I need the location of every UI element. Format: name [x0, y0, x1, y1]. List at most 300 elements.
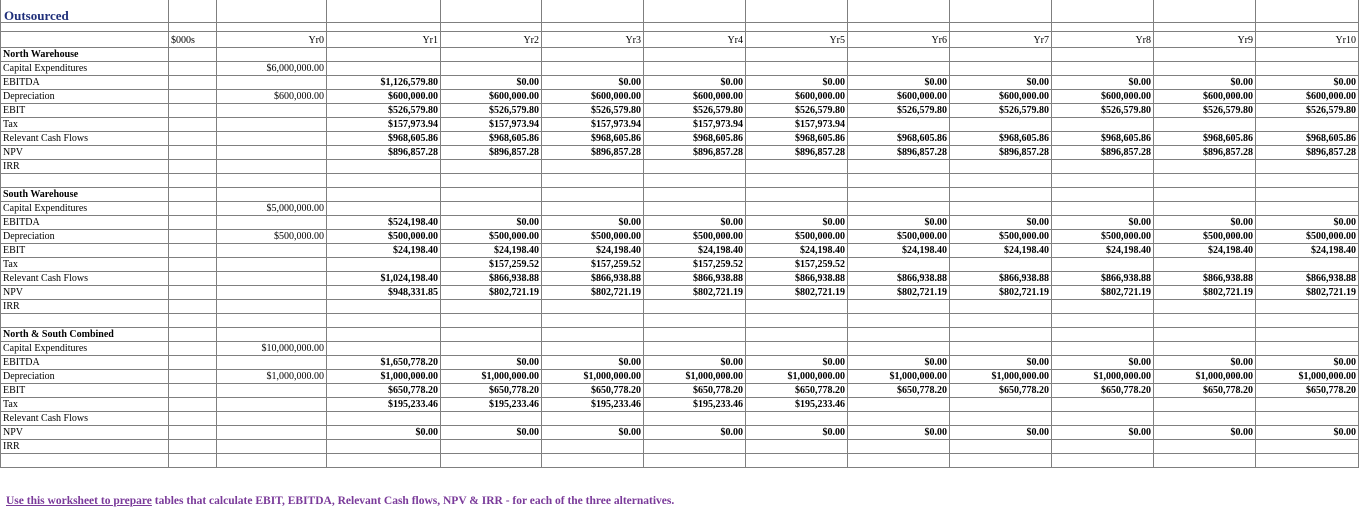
empty-cell[interactable]	[950, 412, 1052, 426]
empty-cell[interactable]	[542, 314, 644, 328]
empty-cell[interactable]	[217, 104, 327, 118]
label-cell[interactable]	[1, 174, 169, 188]
year-header[interactable]: Yr5	[746, 32, 848, 48]
empty-cell[interactable]	[746, 328, 848, 342]
value-cell[interactable]: $802,721.19	[1052, 286, 1154, 300]
value-cell[interactable]: $0.00	[644, 356, 746, 370]
empty-cell[interactable]	[1256, 202, 1359, 216]
value-cell[interactable]: $24,198.40	[441, 244, 542, 258]
empty-cell[interactable]	[327, 300, 441, 314]
year-header[interactable]: Yr0	[217, 32, 327, 48]
value-cell[interactable]: $0.00	[542, 426, 644, 440]
empty-cell[interactable]	[441, 412, 542, 426]
units-cell[interactable]	[169, 286, 217, 300]
empty-cell[interactable]	[327, 202, 441, 216]
empty-cell[interactable]	[1154, 454, 1256, 468]
empty-cell[interactable]	[644, 48, 746, 62]
empty-cell[interactable]	[441, 62, 542, 76]
value-cell[interactable]: $500,000.00	[644, 230, 746, 244]
row-label[interactable]: EBITDA	[1, 76, 169, 90]
value-cell[interactable]: $1,000,000.00	[1154, 370, 1256, 384]
empty-cell[interactable]	[644, 0, 746, 23]
value-cell[interactable]: $0.00	[1052, 76, 1154, 90]
value-cell[interactable]: $500,000.00	[950, 230, 1052, 244]
value-cell[interactable]: $1,024,198.40	[327, 272, 441, 286]
value-cell[interactable]: $896,857.28	[1256, 146, 1359, 160]
units-cell[interactable]	[169, 62, 217, 76]
empty-cell[interactable]	[1154, 62, 1256, 76]
empty-cell[interactable]	[644, 202, 746, 216]
empty-cell[interactable]	[746, 62, 848, 76]
empty-cell[interactable]	[746, 440, 848, 454]
empty-cell[interactable]	[1256, 258, 1359, 272]
row-label[interactable]: Tax	[1, 118, 169, 132]
units-cell[interactable]	[169, 342, 217, 356]
value-cell[interactable]: $1,000,000.00	[848, 370, 950, 384]
value-cell[interactable]: $0.00	[746, 76, 848, 90]
empty-cell[interactable]	[644, 300, 746, 314]
value-cell[interactable]: $600,000.00	[327, 90, 441, 104]
row-label[interactable]: Capital Expenditures	[1, 202, 169, 216]
empty-cell[interactable]	[1256, 188, 1359, 202]
value-cell[interactable]: $802,721.19	[1154, 286, 1256, 300]
value-cell[interactable]: $526,579.80	[542, 104, 644, 118]
empty-cell[interactable]	[950, 258, 1052, 272]
empty-cell[interactable]	[217, 440, 327, 454]
value-cell[interactable]: $500,000.00	[746, 230, 848, 244]
empty-cell[interactable]	[746, 412, 848, 426]
value-cell[interactable]: $1,000,000.00	[950, 370, 1052, 384]
value-cell[interactable]: $157,973.94	[327, 118, 441, 132]
units-cell[interactable]	[169, 440, 217, 454]
empty-cell[interactable]	[1154, 174, 1256, 188]
units-cell[interactable]	[169, 146, 217, 160]
empty-cell[interactable]	[746, 23, 848, 32]
value-cell[interactable]: $0.00	[542, 216, 644, 230]
units-label[interactable]: $000s	[169, 32, 217, 48]
empty-cell[interactable]	[644, 62, 746, 76]
empty-cell[interactable]	[1052, 174, 1154, 188]
label-cell[interactable]	[1, 454, 169, 468]
value-cell[interactable]: $0.00	[848, 356, 950, 370]
empty-cell[interactable]	[848, 440, 950, 454]
empty-cell[interactable]	[1052, 398, 1154, 412]
row-label[interactable]: EBIT	[1, 104, 169, 118]
empty-cell[interactable]	[746, 174, 848, 188]
empty-cell[interactable]	[1052, 62, 1154, 76]
row-label[interactable]: Capital Expenditures	[1, 62, 169, 76]
empty-cell[interactable]	[848, 188, 950, 202]
empty-cell[interactable]	[950, 160, 1052, 174]
value-cell[interactable]: $650,778.20	[950, 384, 1052, 398]
empty-cell[interactable]	[644, 174, 746, 188]
empty-cell[interactable]	[327, 342, 441, 356]
units-cell[interactable]	[169, 244, 217, 258]
value-cell[interactable]: $0.00	[1256, 356, 1359, 370]
value-cell[interactable]: $968,605.86	[1154, 132, 1256, 146]
value-cell[interactable]: $0.00	[542, 356, 644, 370]
empty-cell[interactable]	[1052, 202, 1154, 216]
value-cell[interactable]: $896,857.28	[746, 146, 848, 160]
value-cell[interactable]: $866,938.88	[1256, 272, 1359, 286]
empty-cell[interactable]	[441, 328, 542, 342]
value-cell[interactable]: $866,938.88	[848, 272, 950, 286]
empty-cell[interactable]	[848, 398, 950, 412]
section-title[interactable]: North & South Combined	[1, 328, 169, 342]
row-label[interactable]: Relevant Cash Flows	[1, 412, 169, 426]
empty-cell[interactable]	[950, 174, 1052, 188]
empty-cell[interactable]	[950, 118, 1052, 132]
row-label[interactable]: Depreciation	[1, 90, 169, 104]
value-cell[interactable]: $0.00	[1154, 356, 1256, 370]
value-cell[interactable]: $0.00	[644, 216, 746, 230]
value-cell[interactable]: $195,233.46	[746, 398, 848, 412]
value-cell[interactable]: $802,721.19	[644, 286, 746, 300]
value-cell[interactable]: $24,198.40	[848, 244, 950, 258]
empty-cell[interactable]	[217, 118, 327, 132]
value-cell[interactable]: $1,000,000.00	[1256, 370, 1359, 384]
value-cell[interactable]: $157,259.52	[542, 258, 644, 272]
value-cell[interactable]: $0.00	[848, 216, 950, 230]
value-cell[interactable]: $0.00	[950, 426, 1052, 440]
label-cell[interactable]	[1, 23, 169, 32]
value-cell[interactable]: $600,000.00	[217, 90, 327, 104]
empty-cell[interactable]	[217, 0, 327, 23]
value-cell[interactable]: $896,857.28	[542, 146, 644, 160]
empty-cell[interactable]	[1052, 328, 1154, 342]
empty-cell[interactable]	[1256, 300, 1359, 314]
header-label-cell[interactable]	[1, 32, 169, 48]
empty-cell[interactable]	[1256, 398, 1359, 412]
empty-cell[interactable]	[1052, 23, 1154, 32]
value-cell[interactable]: $157,973.94	[746, 118, 848, 132]
empty-cell[interactable]	[217, 23, 327, 32]
units-cell[interactable]	[169, 370, 217, 384]
empty-cell[interactable]	[644, 440, 746, 454]
sheet-title[interactable]: Outsourced	[1, 0, 169, 23]
value-cell[interactable]: $866,938.88	[746, 272, 848, 286]
empty-cell[interactable]	[1052, 118, 1154, 132]
value-cell[interactable]: $1,000,000.00	[327, 370, 441, 384]
empty-cell[interactable]	[1256, 440, 1359, 454]
empty-cell[interactable]	[169, 454, 217, 468]
value-cell[interactable]: $500,000.00	[1154, 230, 1256, 244]
row-label[interactable]: NPV	[1, 286, 169, 300]
empty-cell[interactable]	[327, 314, 441, 328]
value-cell[interactable]: $650,778.20	[1154, 384, 1256, 398]
empty-cell[interactable]	[217, 398, 327, 412]
value-cell[interactable]: $0.00	[542, 76, 644, 90]
empty-cell[interactable]	[746, 160, 848, 174]
units-cell[interactable]	[169, 202, 217, 216]
row-label[interactable]: Depreciation	[1, 230, 169, 244]
value-cell[interactable]: $600,000.00	[1256, 90, 1359, 104]
empty-cell[interactable]	[848, 0, 950, 23]
empty-cell[interactable]	[1052, 440, 1154, 454]
row-label[interactable]: Relevant Cash Flows	[1, 132, 169, 146]
value-cell[interactable]: $157,973.94	[441, 118, 542, 132]
value-cell[interactable]: $500,000.00	[1052, 230, 1154, 244]
empty-cell[interactable]	[848, 48, 950, 62]
empty-cell[interactable]	[746, 48, 848, 62]
empty-cell[interactable]	[441, 342, 542, 356]
empty-cell[interactable]	[441, 174, 542, 188]
value-cell[interactable]: $0.00	[950, 76, 1052, 90]
empty-cell[interactable]	[644, 188, 746, 202]
value-cell[interactable]: $600,000.00	[441, 90, 542, 104]
label-cell[interactable]	[1, 314, 169, 328]
units-cell[interactable]	[169, 272, 217, 286]
value-cell[interactable]: $526,579.80	[1256, 104, 1359, 118]
empty-cell[interactable]	[1154, 300, 1256, 314]
value-cell[interactable]: $524,198.40	[327, 216, 441, 230]
units-cell[interactable]	[169, 426, 217, 440]
empty-cell[interactable]	[217, 384, 327, 398]
empty-cell[interactable]	[327, 188, 441, 202]
value-cell[interactable]: $968,605.86	[644, 132, 746, 146]
value-cell[interactable]: $10,000,000.00	[217, 342, 327, 356]
value-cell[interactable]: $896,857.28	[848, 146, 950, 160]
empty-cell[interactable]	[327, 328, 441, 342]
value-cell[interactable]: $600,000.00	[1154, 90, 1256, 104]
empty-cell[interactable]	[950, 300, 1052, 314]
value-cell[interactable]: $866,938.88	[644, 272, 746, 286]
empty-cell[interactable]	[327, 48, 441, 62]
value-cell[interactable]: $0.00	[1052, 356, 1154, 370]
empty-cell[interactable]	[169, 48, 217, 62]
empty-cell[interactable]	[327, 454, 441, 468]
row-label[interactable]: NPV	[1, 426, 169, 440]
empty-cell[interactable]	[848, 328, 950, 342]
empty-cell[interactable]	[950, 202, 1052, 216]
empty-cell[interactable]	[1154, 412, 1256, 426]
row-label[interactable]: Tax	[1, 258, 169, 272]
value-cell[interactable]: $1,126,579.80	[327, 76, 441, 90]
value-cell[interactable]: $24,198.40	[1154, 244, 1256, 258]
empty-cell[interactable]	[950, 328, 1052, 342]
empty-cell[interactable]	[542, 174, 644, 188]
empty-cell[interactable]	[1256, 0, 1359, 23]
empty-cell[interactable]	[542, 23, 644, 32]
year-header[interactable]: Yr4	[644, 32, 746, 48]
units-cell[interactable]	[169, 90, 217, 104]
units-cell[interactable]	[169, 258, 217, 272]
empty-cell[interactable]	[542, 160, 644, 174]
empty-cell[interactable]	[746, 342, 848, 356]
empty-cell[interactable]	[1154, 0, 1256, 23]
empty-cell[interactable]	[950, 23, 1052, 32]
value-cell[interactable]: $866,938.88	[441, 272, 542, 286]
empty-cell[interactable]	[746, 300, 848, 314]
empty-cell[interactable]	[217, 48, 327, 62]
empty-cell[interactable]	[217, 272, 327, 286]
value-cell[interactable]: $968,605.86	[441, 132, 542, 146]
value-cell[interactable]: $157,259.52	[644, 258, 746, 272]
year-header[interactable]: Yr10	[1256, 32, 1359, 48]
empty-cell[interactable]	[1256, 412, 1359, 426]
units-cell[interactable]	[169, 76, 217, 90]
value-cell[interactable]: $1,000,000.00	[644, 370, 746, 384]
units-cell[interactable]	[169, 216, 217, 230]
value-cell[interactable]: $195,233.46	[644, 398, 746, 412]
value-cell[interactable]: $500,000.00	[327, 230, 441, 244]
value-cell[interactable]: $0.00	[848, 426, 950, 440]
value-cell[interactable]: $500,000.00	[441, 230, 542, 244]
value-cell[interactable]: $650,778.20	[746, 384, 848, 398]
value-cell[interactable]: $600,000.00	[644, 90, 746, 104]
value-cell[interactable]: $0.00	[1154, 216, 1256, 230]
value-cell[interactable]: $24,198.40	[327, 244, 441, 258]
value-cell[interactable]: $650,778.20	[1256, 384, 1359, 398]
empty-cell[interactable]	[441, 0, 542, 23]
value-cell[interactable]: $896,857.28	[644, 146, 746, 160]
empty-cell[interactable]	[217, 174, 327, 188]
empty-cell[interactable]	[1256, 342, 1359, 356]
value-cell[interactable]: $896,857.28	[327, 146, 441, 160]
empty-cell[interactable]	[217, 132, 327, 146]
value-cell[interactable]: $802,721.19	[746, 286, 848, 300]
empty-cell[interactable]	[950, 188, 1052, 202]
value-cell[interactable]: $0.00	[1256, 216, 1359, 230]
empty-cell[interactable]	[542, 342, 644, 356]
empty-cell[interactable]	[848, 300, 950, 314]
empty-cell[interactable]	[217, 244, 327, 258]
value-cell[interactable]: $802,721.19	[848, 286, 950, 300]
empty-cell[interactable]	[1154, 328, 1256, 342]
empty-cell[interactable]	[542, 62, 644, 76]
value-cell[interactable]: $866,938.88	[950, 272, 1052, 286]
row-label[interactable]: EBIT	[1, 244, 169, 258]
empty-cell[interactable]	[848, 342, 950, 356]
value-cell[interactable]: $650,778.20	[542, 384, 644, 398]
empty-cell[interactable]	[217, 258, 327, 272]
value-cell[interactable]: $526,579.80	[1052, 104, 1154, 118]
row-label[interactable]: EBIT	[1, 384, 169, 398]
value-cell[interactable]: $24,198.40	[950, 244, 1052, 258]
empty-cell[interactable]	[1154, 188, 1256, 202]
empty-cell[interactable]	[746, 0, 848, 23]
empty-cell[interactable]	[1154, 23, 1256, 32]
empty-cell[interactable]	[327, 62, 441, 76]
empty-cell[interactable]	[327, 0, 441, 23]
empty-cell[interactable]	[441, 23, 542, 32]
units-cell[interactable]	[169, 356, 217, 370]
empty-cell[interactable]	[1154, 258, 1256, 272]
value-cell[interactable]: $968,605.86	[950, 132, 1052, 146]
value-cell[interactable]: $1,000,000.00	[746, 370, 848, 384]
value-cell[interactable]: $0.00	[1052, 426, 1154, 440]
value-cell[interactable]: $896,857.28	[1052, 146, 1154, 160]
row-label[interactable]: IRR	[1, 300, 169, 314]
units-cell[interactable]	[169, 104, 217, 118]
empty-cell[interactable]	[542, 48, 644, 62]
empty-cell[interactable]	[542, 0, 644, 23]
empty-cell[interactable]	[950, 62, 1052, 76]
value-cell[interactable]: $1,000,000.00	[542, 370, 644, 384]
value-cell[interactable]: $600,000.00	[950, 90, 1052, 104]
units-cell[interactable]	[169, 384, 217, 398]
empty-cell[interactable]	[441, 440, 542, 454]
empty-cell[interactable]	[1052, 160, 1154, 174]
year-header[interactable]: Yr6	[848, 32, 950, 48]
value-cell[interactable]: $5,000,000.00	[217, 202, 327, 216]
value-cell[interactable]: $157,259.52	[441, 258, 542, 272]
empty-cell[interactable]	[169, 314, 217, 328]
year-header[interactable]: Yr2	[441, 32, 542, 48]
value-cell[interactable]: $1,650,778.20	[327, 356, 441, 370]
value-cell[interactable]: $650,778.20	[327, 384, 441, 398]
empty-cell[interactable]	[1052, 188, 1154, 202]
empty-cell[interactable]	[950, 440, 1052, 454]
empty-cell[interactable]	[327, 23, 441, 32]
empty-cell[interactable]	[950, 342, 1052, 356]
value-cell[interactable]: $0.00	[746, 216, 848, 230]
value-cell[interactable]: $157,259.52	[746, 258, 848, 272]
value-cell[interactable]: $948,331.85	[327, 286, 441, 300]
value-cell[interactable]: $896,857.28	[1154, 146, 1256, 160]
empty-cell[interactable]	[217, 216, 327, 230]
row-label[interactable]: IRR	[1, 440, 169, 454]
empty-cell[interactable]	[441, 314, 542, 328]
empty-cell[interactable]	[746, 314, 848, 328]
value-cell[interactable]: $802,721.19	[950, 286, 1052, 300]
value-cell[interactable]: $0.00	[746, 356, 848, 370]
empty-cell[interactable]	[1052, 258, 1154, 272]
value-cell[interactable]: $0.00	[848, 76, 950, 90]
empty-cell[interactable]	[644, 314, 746, 328]
value-cell[interactable]: $802,721.19	[542, 286, 644, 300]
value-cell[interactable]: $0.00	[644, 426, 746, 440]
value-cell[interactable]: $1,000,000.00	[217, 370, 327, 384]
value-cell[interactable]: $0.00	[1256, 426, 1359, 440]
value-cell[interactable]: $157,973.94	[644, 118, 746, 132]
value-cell[interactable]: $24,198.40	[746, 244, 848, 258]
value-cell[interactable]: $6,000,000.00	[217, 62, 327, 76]
empty-cell[interactable]	[1052, 454, 1154, 468]
units-cell[interactable]	[169, 398, 217, 412]
value-cell[interactable]: $0.00	[950, 216, 1052, 230]
empty-cell[interactable]	[542, 202, 644, 216]
empty-cell[interactable]	[1154, 160, 1256, 174]
units-cell[interactable]	[169, 160, 217, 174]
empty-cell[interactable]	[542, 328, 644, 342]
empty-cell[interactable]	[217, 146, 327, 160]
empty-cell[interactable]	[327, 412, 441, 426]
value-cell[interactable]: $526,579.80	[644, 104, 746, 118]
empty-cell[interactable]	[217, 286, 327, 300]
value-cell[interactable]: $195,233.46	[542, 398, 644, 412]
value-cell[interactable]: $866,938.88	[1154, 272, 1256, 286]
empty-cell[interactable]	[441, 454, 542, 468]
value-cell[interactable]: $526,579.80	[746, 104, 848, 118]
empty-cell[interactable]	[1052, 48, 1154, 62]
empty-cell[interactable]	[1256, 328, 1359, 342]
empty-cell[interactable]	[1256, 23, 1359, 32]
empty-cell[interactable]	[169, 174, 217, 188]
empty-cell[interactable]	[950, 314, 1052, 328]
empty-cell[interactable]	[644, 23, 746, 32]
empty-cell[interactable]	[1256, 118, 1359, 132]
value-cell[interactable]: $526,579.80	[1154, 104, 1256, 118]
units-cell[interactable]	[169, 230, 217, 244]
value-cell[interactable]: $600,000.00	[746, 90, 848, 104]
value-cell[interactable]: $0.00	[1052, 216, 1154, 230]
empty-cell[interactable]	[848, 160, 950, 174]
value-cell[interactable]: $600,000.00	[1052, 90, 1154, 104]
value-cell[interactable]: $650,778.20	[644, 384, 746, 398]
value-cell[interactable]: $24,198.40	[644, 244, 746, 258]
empty-cell[interactable]	[542, 454, 644, 468]
